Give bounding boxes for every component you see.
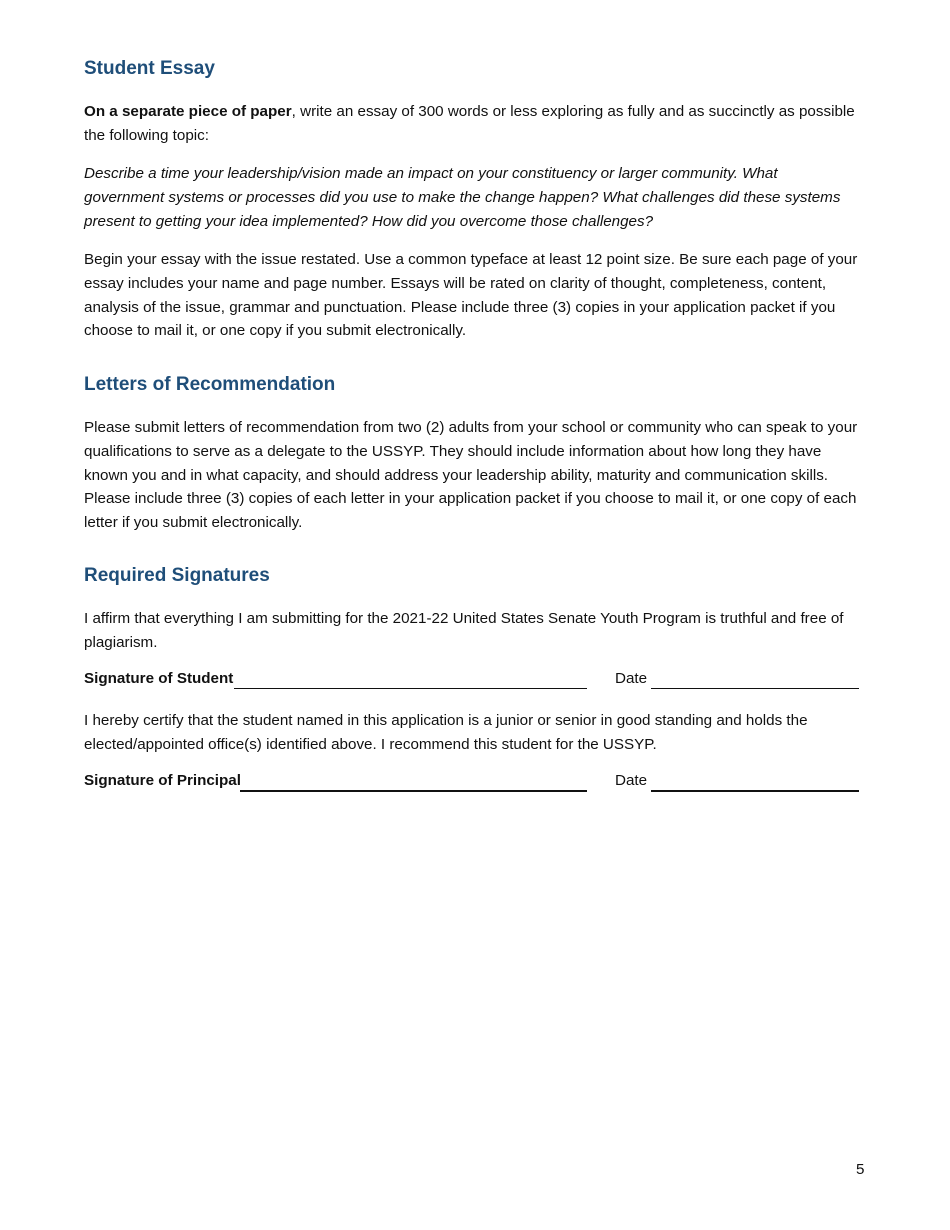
signatures-heading: Required Signatures <box>84 565 270 586</box>
letters-heading: Letters of Recommendation <box>84 374 336 395</box>
essay-intro-bold: On a separate piece of paper <box>84 103 292 120</box>
student-date-line[interactable] <box>651 688 859 689</box>
essay-topic-paragraph: Describe a time your leadership/vision made an impact on your constituency or larger community. What government systems or processes did you use to make the change happen? What challenges did these systems present to getting your idea implemented? How did you overcome those challenges? <box>84 165 841 230</box>
affirmation-paragraph: I affirm that everything I am submitting for the 2021-22 United States Senate Youth Program is truthful and free of plagiarism. <box>84 610 844 651</box>
student-date-label: Date <box>615 670 648 687</box>
principal-signature-row <box>84 772 860 796</box>
student-essay-heading: Student Essay <box>84 58 215 79</box>
essay-intro-paragraph <box>84 100 860 148</box>
principal-date-line[interactable] <box>651 790 859 792</box>
student-signature-row <box>84 670 860 694</box>
essay-intro-text: , write an essay of 300 words or less exploring as fully and as succinctly as possible the following topic: <box>84 103 855 144</box>
student-signature-line[interactable] <box>234 688 587 689</box>
certification-paragraph: I hereby certify that the student named in this application is a junior or senior in good standing and holds the elected/appointed office(s) identified above. I recommend this student for the USSYP. <box>84 712 808 753</box>
principal-date-label: Date <box>615 772 648 789</box>
student-signature-label: Signature of Student <box>84 670 234 687</box>
letters-paragraph: Please submit letters of recommendation from two (2) adults from your school or community who can speak to your qualifications to serve as a delegate to the USSYP. They should include information about how long they have known you and in what capacity, and should address your leadership ability, maturity and communication skills. Please include three (3) copies of each letter in your application packet if you choose to mail it, or one copy of each letter if you submit electronically. <box>84 419 858 532</box>
principal-signature-line[interactable] <box>240 790 587 792</box>
essay-instructions-paragraph: Begin your essay with the issue restated. Use a common typeface at least 12 point size. Be sure each page of your essay includes your name and page number. Essays will be rated on clarity of thought, completeness, content, analysis of the issue, grammar and punctuation. Please include three (3) copies in your application packet if you choose to mail it, or one copy if you submit electronically. <box>84 251 858 340</box>
principal-signature-label: Signature of Principal <box>84 772 241 789</box>
page-number: 5 <box>856 1161 865 1178</box>
